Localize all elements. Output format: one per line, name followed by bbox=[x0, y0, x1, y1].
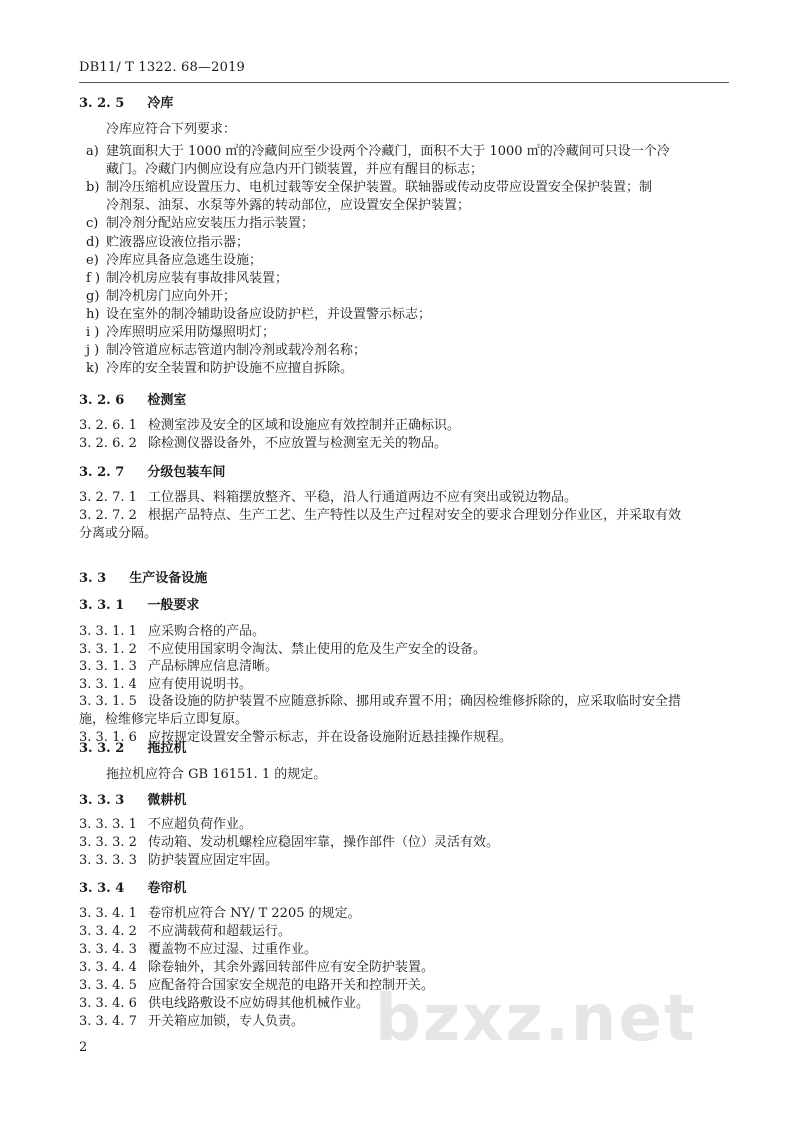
clause-number: 3. 3. 1. 1 bbox=[79, 624, 137, 639]
list-item-text: 制冷压缩机应设置压力、电机过载等安全保护装置。联轴器或传动皮带应设置安全保护装置；制 bbox=[106, 180, 653, 195]
list-item-text: 制冷剂分配站应安装压力指示装置； bbox=[106, 216, 315, 231]
clause-text: 供电线路敷设不应妨碍其他机械作业。 bbox=[148, 996, 370, 1011]
list-marker: f ) bbox=[86, 271, 101, 286]
list-item-text: 建筑面积大于 1000 ㎡的冷藏间应至少设两个冷藏门，面积不大于 1000 ㎡的冷藏间可只设一个冷 bbox=[106, 144, 670, 159]
clause-number: 3. 3. 4. 6 bbox=[79, 996, 137, 1011]
section-title: 微耕机 bbox=[147, 793, 187, 808]
list-item-text: 制冷机房应装有事故排风装置； bbox=[106, 271, 289, 286]
section-title: 卷帘机 bbox=[147, 881, 187, 896]
clause-text: 设备设施的防护装置不应随意拆除、挪用或弃置不用；确因检维修拆除的，应采取临时安全措 bbox=[148, 694, 682, 709]
list-item-text: 冷库应具备应急逃生设施； bbox=[106, 253, 263, 268]
clause-text: 产品标牌应信息清晰。 bbox=[148, 659, 279, 674]
section-number: 3. 2. 6 bbox=[79, 393, 125, 408]
list-marker: h) bbox=[86, 307, 100, 322]
list-marker: c) bbox=[86, 216, 99, 231]
section-number: 3. 3. 4 bbox=[79, 881, 125, 896]
list-marker: d) bbox=[86, 235, 100, 250]
section-number: 3. 3. 3 bbox=[79, 793, 125, 808]
clause-text: 工位器具、料箱摆放整齐、平稳，沿人行通道两边不应有突出或锐边物品。 bbox=[148, 490, 578, 505]
clause-number: 3. 3. 4. 1 bbox=[79, 906, 137, 921]
clause-number: 3. 3. 1. 4 bbox=[79, 677, 137, 692]
clause-text: 不应使用国家明令淘汰、禁止使用的危及生产安全的设备。 bbox=[148, 642, 487, 657]
clause-text: 不应超负荷作业。 bbox=[148, 817, 253, 832]
list-marker: k) bbox=[86, 361, 99, 376]
clause-text: 根据产品特点、生产工艺、生产特性以及生产过程对安全的要求合理划分作业区，并采取有效 bbox=[148, 508, 682, 523]
clause-text: 除检测仪器设备外，不应放置与检测室无关的物品。 bbox=[148, 436, 448, 451]
clause-number: 3. 3. 3. 2 bbox=[79, 835, 137, 850]
section-3-3-2-heading bbox=[79, 740, 186, 758]
section-number: 3. 2. 5 bbox=[79, 96, 125, 111]
clause-text-continued: 施，检维修完毕后立即复原。 bbox=[79, 712, 249, 727]
clause-text: 开关箱应加锁，专人负责。 bbox=[148, 1014, 305, 1029]
section-3-3-2-body: 拖拉机应符合 GB 16151. 1 的规定。 bbox=[106, 767, 327, 782]
clause-number: 3. 3. 1. 6 bbox=[79, 730, 137, 745]
document-header-id: DB11/ T 1322. 68—2019 bbox=[79, 60, 246, 75]
clause-number: 3. 3. 4. 2 bbox=[79, 924, 137, 939]
section-number: 3. 2. 7 bbox=[79, 465, 125, 480]
section-3-2-7-heading bbox=[79, 464, 225, 482]
list-item-text: 制冷管道应标志管道内制冷剂或载冷剂名称； bbox=[106, 343, 367, 358]
header-rule bbox=[79, 82, 729, 83]
section-title: 冷库 bbox=[147, 96, 174, 111]
clause-text-continued: 分离或分隔。 bbox=[79, 526, 158, 541]
clause-number: 3. 3. 3. 1 bbox=[79, 817, 137, 832]
clause-number: 3. 3. 4. 4 bbox=[79, 960, 137, 975]
clause-text: 应按规定设置安全警示标志，并在设备设施附近悬挂操作规程。 bbox=[148, 730, 513, 745]
clause-text: 传动箱、发动机螺栓应稳固牢靠，操作部件（位）灵活有效。 bbox=[148, 835, 500, 850]
section-title: 检测室 bbox=[147, 393, 187, 408]
list-marker: g) bbox=[86, 289, 100, 304]
list-marker: a) bbox=[86, 144, 99, 159]
section-title: 生产设备设施 bbox=[129, 571, 208, 586]
clause-text: 除卷轴外，其余外露回转部件应有安全防护装置。 bbox=[148, 960, 435, 975]
clause-number: 3. 3. 4. 5 bbox=[79, 978, 137, 993]
section-number: 3. 3. 2 bbox=[79, 741, 125, 756]
clause-number: 3. 3. 4. 3 bbox=[79, 942, 137, 957]
list-item-text: 贮液器应设液位指示器； bbox=[106, 235, 250, 250]
section-number: 3. 3 bbox=[79, 571, 107, 586]
section-3-3-3-heading bbox=[79, 792, 186, 810]
clause-number: 3. 3. 1. 5 bbox=[79, 694, 137, 709]
list-marker: i ) bbox=[86, 325, 100, 340]
clause-text: 防护装置应固定牢固。 bbox=[148, 853, 279, 868]
watermark: bzxz.net bbox=[375, 982, 697, 1056]
list-marker: b) bbox=[86, 180, 100, 195]
section-3-2-6-heading bbox=[79, 392, 186, 410]
clause-text: 不应满载荷和超载运行。 bbox=[148, 924, 292, 939]
clause-text: 应有使用说明书。 bbox=[148, 677, 253, 692]
section-3-3-1-heading bbox=[79, 597, 199, 615]
list-item-text: 设在室外的制冷辅助设备应设防护栏，并设置警示标志； bbox=[106, 307, 432, 322]
clause-text: 覆盖物不应过湿、过重作业。 bbox=[148, 942, 318, 957]
clause-number: 3. 2. 6. 2 bbox=[79, 436, 137, 451]
list-item-text: 冷库的安全装置和防护设施不应擅自拆除。 bbox=[106, 361, 354, 376]
section-3-3-4-heading bbox=[79, 880, 186, 898]
section-3-3-heading bbox=[79, 570, 207, 588]
section-title: 拖拉机 bbox=[147, 741, 187, 756]
page-number: 2 bbox=[79, 1040, 88, 1055]
clause-number: 3. 2. 7. 2 bbox=[79, 508, 137, 523]
section-number: 3. 3. 1 bbox=[79, 598, 125, 613]
section-intro: 冷库应符合下列要求： bbox=[106, 122, 237, 137]
clause-number: 3. 3. 1. 2 bbox=[79, 642, 137, 657]
list-item-text: 藏门。冷藏门内侧应设有应急内开门锁装置，并应有醒目的标志； bbox=[106, 162, 484, 177]
section-title: 一般要求 bbox=[147, 598, 200, 613]
section-3-2-5-heading bbox=[79, 95, 173, 113]
clause-number: 3. 3. 3. 3 bbox=[79, 853, 137, 868]
clause-text: 应配备符合国家安全规范的电路开关和控制开关。 bbox=[148, 978, 435, 993]
clause-number: 3. 3. 4. 7 bbox=[79, 1014, 137, 1029]
list-item-text: 制冷机房门应向外开； bbox=[106, 289, 237, 304]
clause-number: 3. 3. 1. 3 bbox=[79, 659, 137, 674]
clause-number: 3. 2. 7. 1 bbox=[79, 490, 137, 505]
clause-text: 卷帘机应符合 NY/ T 2205 的规定。 bbox=[148, 906, 361, 921]
clause-text: 应采购合格的产品。 bbox=[148, 624, 266, 639]
section-title: 分级包装车间 bbox=[147, 465, 226, 480]
clause-number: 3. 2. 6. 1 bbox=[79, 418, 137, 433]
list-item-text: 冷库照明应采用防爆照明灯； bbox=[106, 325, 276, 340]
list-marker: e) bbox=[86, 253, 99, 268]
clause-text: 检测室涉及安全的区域和设施应有效控制并正确标识。 bbox=[148, 418, 461, 433]
list-marker: j ) bbox=[86, 343, 100, 358]
list-item-text: 冷剂泵、油泵、水泵等外露的转动部位，应设置安全保护装置； bbox=[106, 198, 471, 213]
